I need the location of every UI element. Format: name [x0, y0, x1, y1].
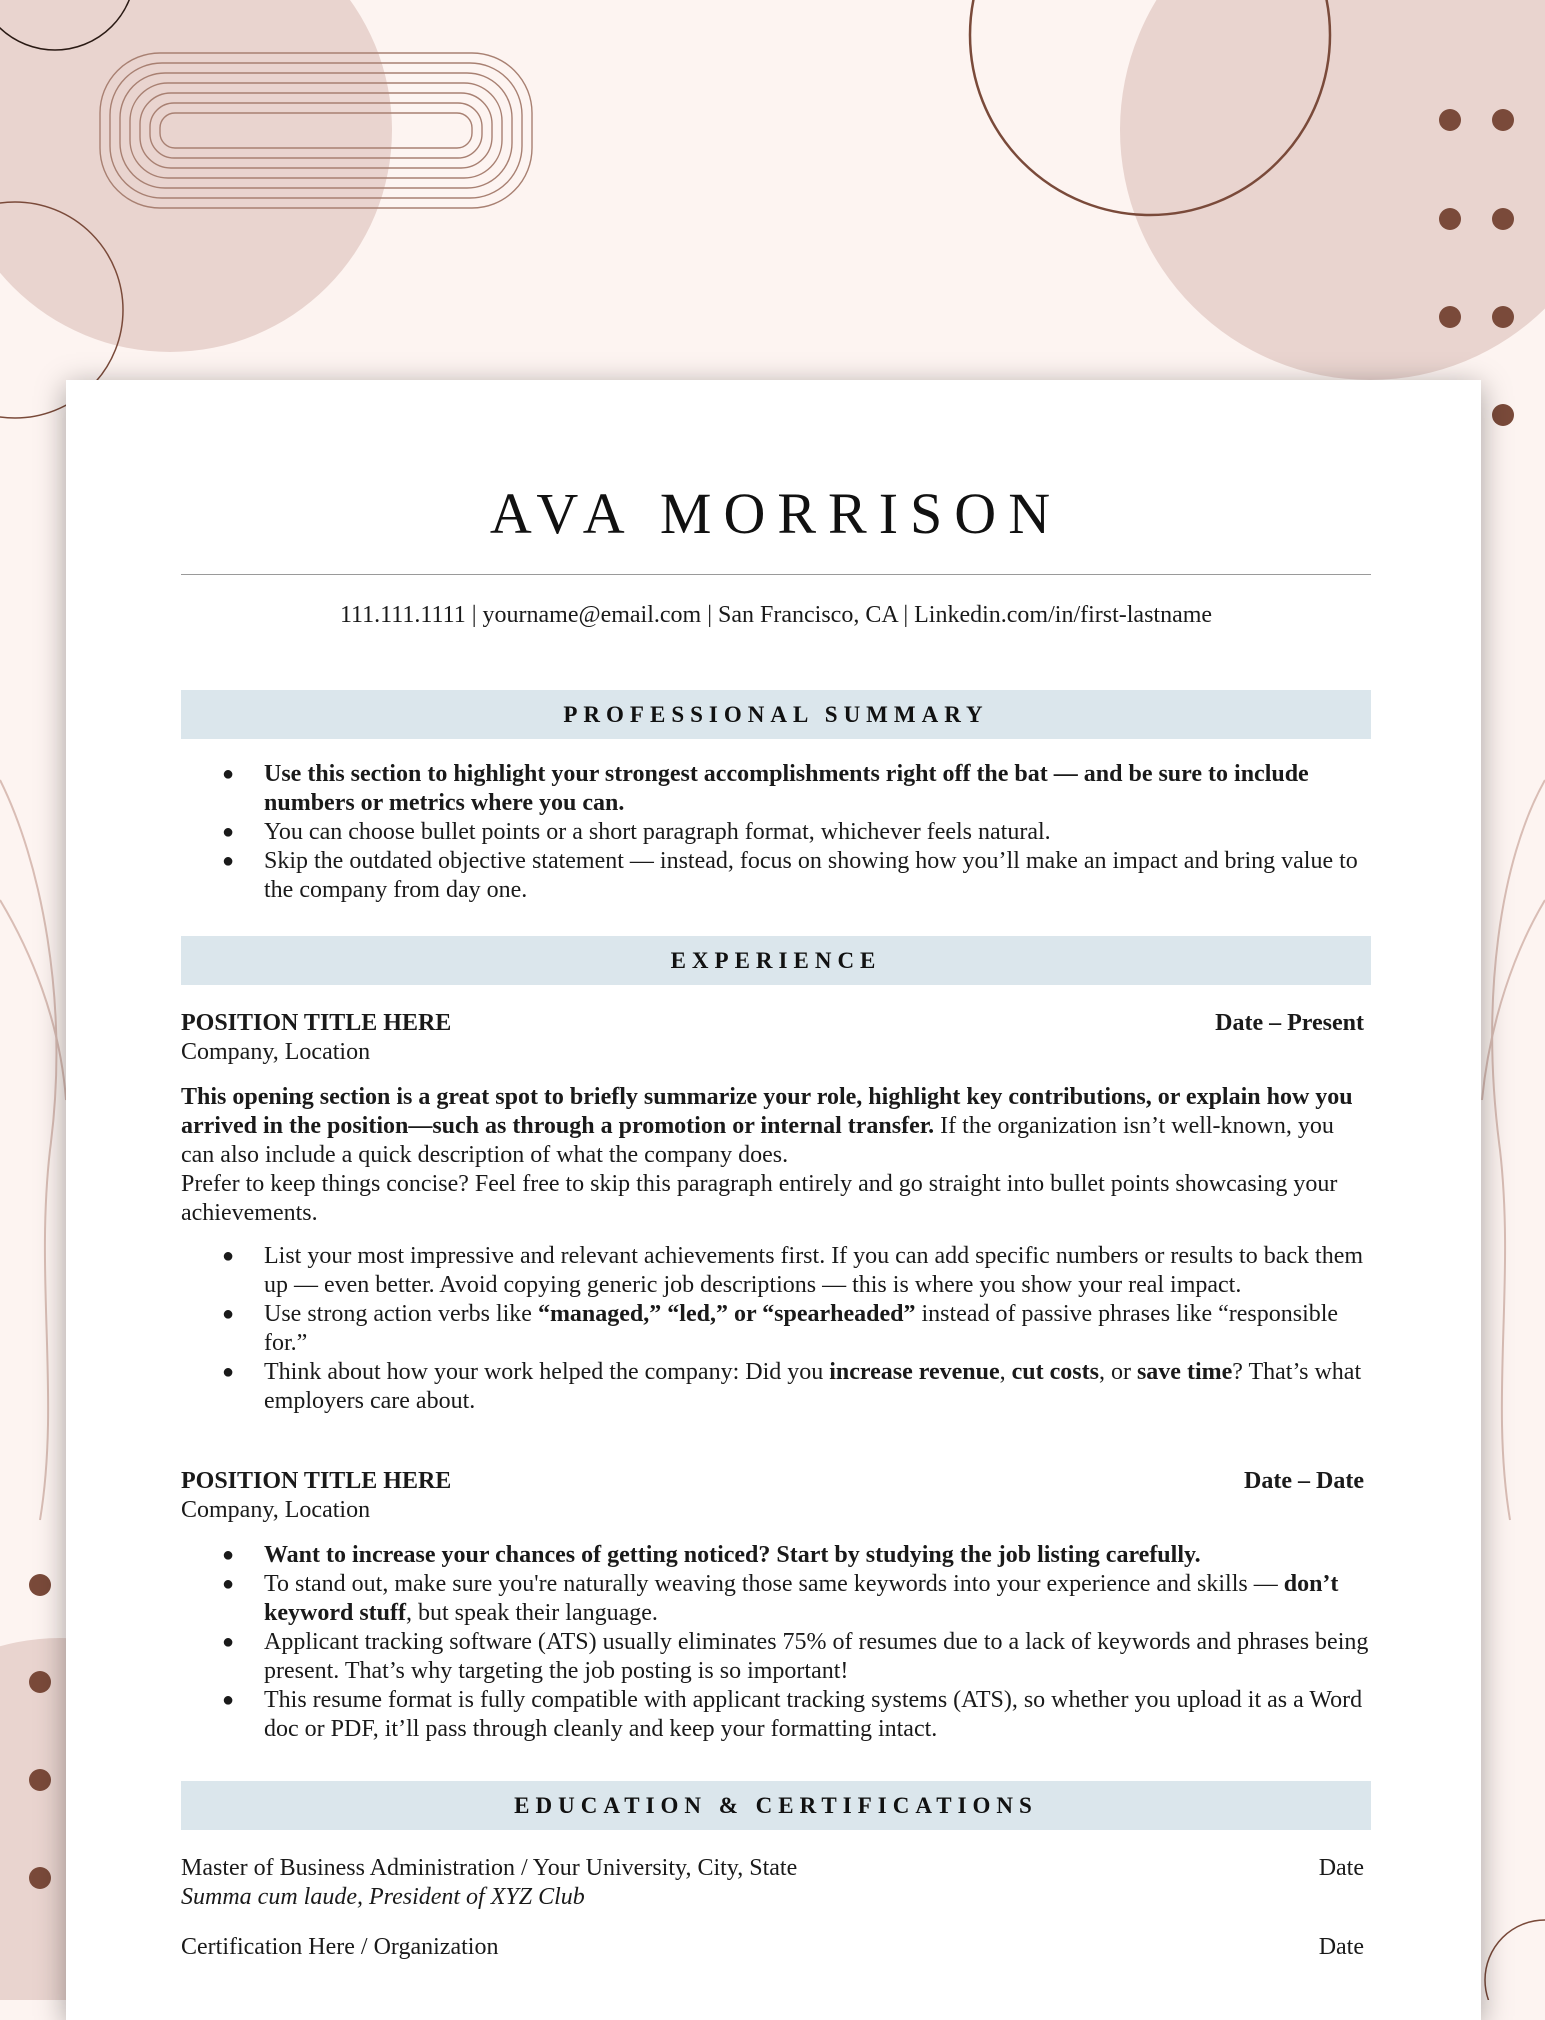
- certification-line: Certification Here / Organization: [181, 1934, 499, 1960]
- list-item: [181, 760, 1371, 818]
- job-2-bullet-1: Want to increase your chances of getting noticed? Start by studying the job listing carefully.: [264, 1542, 1201, 1568]
- list-item: [181, 1242, 1371, 1300]
- header-divider: [181, 574, 1371, 575]
- list-item: [181, 1300, 1371, 1358]
- list-item: [181, 1358, 1371, 1416]
- job-1-bullet-3-bold-2: cut costs: [1011, 1359, 1099, 1385]
- education-degree-date: Date: [1318, 1855, 1364, 1881]
- list-item: [181, 1570, 1371, 1628]
- job-1-bullet-3-end: ? That’s what employers care about.: [264, 1359, 1362, 1414]
- job-1-intro: [181, 1083, 1371, 1170]
- job-2-bullet-3: Applicant tracking software (ATS) usually eliminates 75% of resumes due to a lack of keywords and phrases being present. That’s why targeting the job posting is so important!: [264, 1629, 1369, 1684]
- job-2-bullet-2-end: , but speak their language.: [406, 1600, 658, 1626]
- job-1-bullet-2-end: instead of passive phrases like “responsible for.”: [264, 1301, 1339, 1356]
- job-2-bullet-4: This resume format is fully compatible with applicant tracking systems (ATS), so whether you upload it as a Word doc or PDF, it’ll pass through cleanly and keep your formatting intact.: [264, 1687, 1363, 1742]
- education-degree: Master of Business Administration / Your University, City, State: [181, 1855, 798, 1881]
- job-1-bullet-3-text: Think about how your work helped the company: Did you: [264, 1359, 830, 1385]
- job-1-bullet-3-sep-1: ,: [999, 1359, 1012, 1385]
- job-1-bullet-2-bold: “managed,” “led,” or “spearheaded”: [537, 1301, 916, 1327]
- job-1-title: POSITION TITLE HERE: [181, 1010, 452, 1036]
- candidate-name: AVA MORRISON: [489, 481, 1063, 546]
- job-1-bullet-2-text: Use strong action verbs like: [264, 1301, 538, 1327]
- job-1-bullet-3-bold-1: increase revenue: [829, 1359, 1000, 1385]
- job-2-bullets: [181, 1541, 1371, 1744]
- job-2-company: Company, Location: [181, 1497, 371, 1523]
- list-item: [181, 1628, 1371, 1686]
- summary-bullet-1: Use this section to highlight your strongest accomplishments right off the bat — and be sure to include numbers or metrics where you can.: [264, 761, 1309, 816]
- job-2-bullet-2-text: To stand out, make sure you're naturally weaving those same keywords into your experience and skills —: [264, 1571, 1284, 1597]
- summary-list: [181, 760, 1371, 905]
- deco-blush-circle-top-right: [1120, 0, 1545, 380]
- section-heading-summary: PROFESSIONAL SUMMARY: [181, 690, 1371, 739]
- job-1-intro-bold: This opening section is a great spot to briefly summarize your role, highlight key contributions, or explain how you arrived in the position—such as through a promotion or internal transfer.: [181, 1084, 1353, 1139]
- education-honors: Summa cum laude, President of XYZ Club: [181, 1884, 585, 1910]
- resume-page: [66, 380, 1481, 2020]
- deco-ring-bottom-right: [1485, 1920, 1545, 2000]
- list-item: [181, 847, 1371, 905]
- summary-bullet-3: Skip the outdated objective statement — instead, focus on showing how you’ll make an impact and bring value to the company from day one.: [264, 848, 1358, 903]
- job-2-date: Date – Date: [1244, 1468, 1364, 1494]
- job-1-company: Company, Location: [181, 1039, 371, 1065]
- list-item: [181, 1541, 1371, 1570]
- job-1-bullet-3-bold-3: save time: [1136, 1359, 1233, 1385]
- list-item: [181, 1686, 1371, 1744]
- job-1-bullets: [181, 1242, 1371, 1416]
- contact-line: 111.111.1111 | yourname@email.com | San Francisco, CA | Linkedin.com/in/first-lastname: [339, 602, 1213, 628]
- job-2-title: POSITION TITLE HERE: [181, 1468, 452, 1494]
- job-1-date: Date – Present: [1215, 1010, 1364, 1036]
- summary-bullet-2: You can choose bullet points or a short paragraph format, whichever feels natural.: [264, 819, 1051, 845]
- job-1-intro-rest: If the organization isn’t well-known, you can also include a quick description of what the company does.: [181, 1113, 1334, 1168]
- certification-date: Date: [1318, 1934, 1364, 1960]
- section-heading-experience: EXPERIENCE: [181, 936, 1371, 985]
- job-1-bullet-1: List your most impressive and relevant achievements first. If you can add specific numbers or results to back them up — even better. Avoid copying generic job descriptions — this is where you show your real impact.: [264, 1243, 1364, 1298]
- job-1-bullet-3-sep-2: , or: [1098, 1359, 1137, 1385]
- section-heading-education: EDUCATION & CERTIFICATIONS: [181, 1781, 1371, 1830]
- job-2-bullet-2-bold: don’t keyword stuff: [264, 1571, 1339, 1626]
- list-item: [181, 818, 1371, 847]
- job-1-intro-2: Prefer to keep things concise? Feel free to skip this paragraph entirely and go straight into bullet points showcasing your achievements.: [181, 1171, 1338, 1226]
